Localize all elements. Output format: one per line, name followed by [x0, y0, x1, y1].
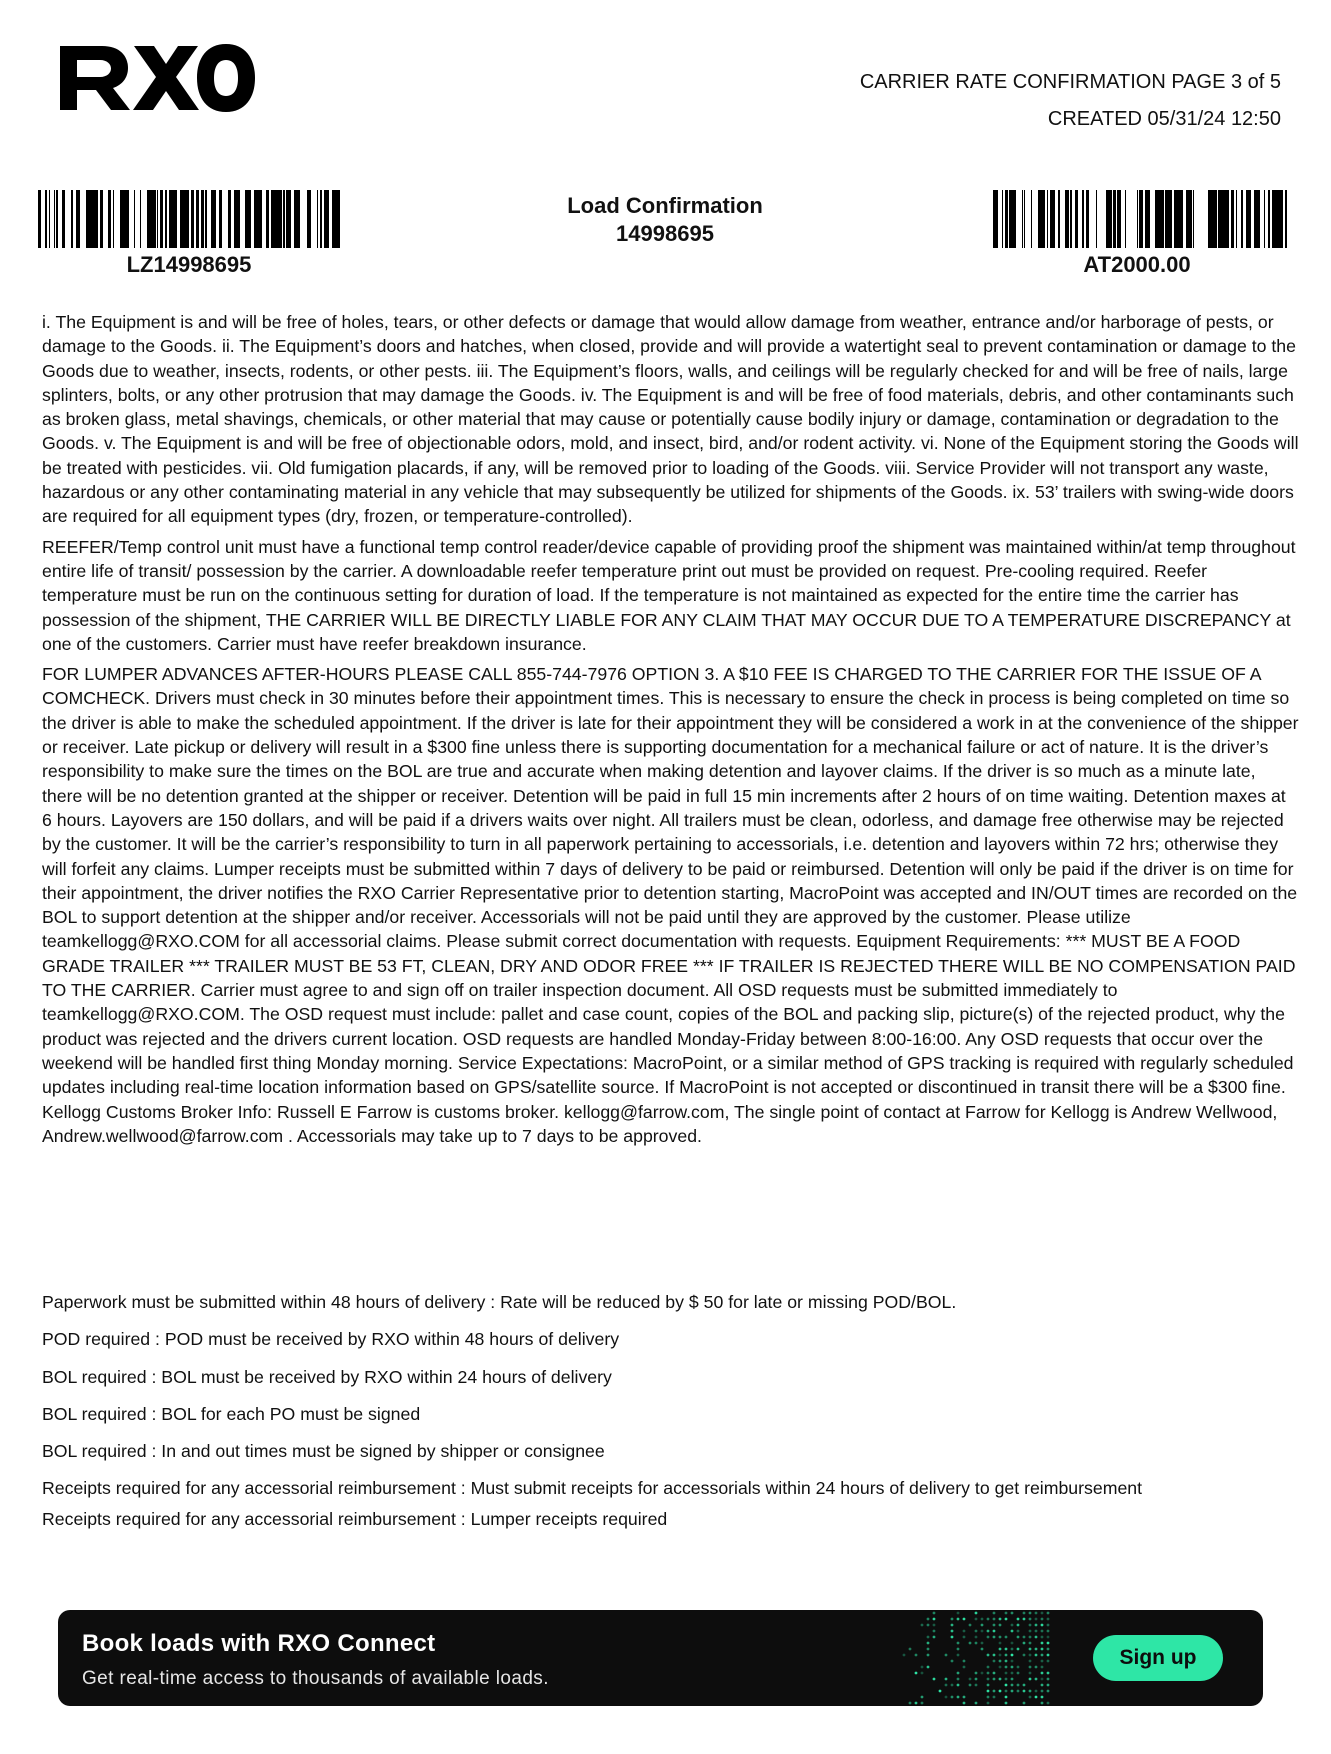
- terms-body: [42, 310, 1300, 1154]
- right-barcode: [986, 190, 1288, 248]
- requirement-item: BOL required : In and out times must be signed by shipper or consignee: [42, 1441, 605, 1462]
- requirement-item: BOL required : BOL must be received by RXO within 24 hours of delivery: [42, 1366, 612, 1387]
- equipment-terms-paragraph: i. The Equipment is and will be free of holes, tears, or other defects or damage that would allow damage from weather, entrance and/or harborage of pests, or damage to the Goods. ii. The Equipment’s doors and hatches, when closed, provide and will provide a watertight seal to prevent contamination or damage to the Goods due to weather, insects, rodents, or other pests. iii. The Equipment’s floors, walls, and ceilings will be regularly checked for and will be free of nails, large splinters, bolts, or any other protrusion that may damage the Goods. iv. The Equipment is and will be free of food materials, debris, and other contaminants such as broken glass, metal shavings, chemicals, or other material that may cause or potentially cause bodily injury or damage, contamination or degradation to the Goods. v. The Equipment is and will be free of objectionable odors, mold, and insect, bird, and/or rodent activity. vi. None of the Equipment storing the Goods will be treated with pesticides. vii. Old fumigation placards, if any, will be removed prior to loading of the Goods. viii. Service Provider will not transport any waste, hazardous or any other contaminating material in any vehicle that may subsequently be utilized for shipments of the Goods. ix. 53’ trailers with swing-wide doors are required for all equipment types (dry, frozen, or temperature-controlled).: [42, 312, 1299, 527]
- sign-up-button[interactable]: Sign up: [1093, 1635, 1223, 1681]
- requirement-item: BOL required : BOL for each PO must be signed: [42, 1403, 421, 1424]
- title-text: Load Confirmation: [567, 193, 763, 218]
- left-barcode: [38, 190, 340, 248]
- requirement-item: POD required : POD must be received by RXO within 48 hours of delivery: [42, 1329, 620, 1350]
- load-confirmation-title: [500, 192, 830, 248]
- requirement-item: Paperwork must be submitted within 48 hours of delivery : Rate will be reduced by $ 50 for late or missing POD/BOL.: [42, 1292, 957, 1312]
- rxo-connect-banner[interactable]: [58, 1610, 1263, 1706]
- page-label: CARRIER RATE CONFIRMATION PAGE 3 of 5: [859, 71, 1281, 93]
- banner-title: Book loads with RXO Connect: [82, 1630, 436, 1657]
- left-barcode-label: LZ14998695: [126, 252, 252, 277]
- load-number: 14998695: [616, 221, 714, 246]
- rxo-logo: [56, 40, 256, 116]
- header-meta: [860, 64, 1281, 138]
- right-barcode-label: AT2000.00: [1083, 252, 1191, 277]
- requirement-item: Receipts required for any accessorial reimbursement : Must submit receipts for accessorials within 24 hours of delivery to get reimbursement: [42, 1478, 1143, 1499]
- requirements-list: [42, 1290, 1300, 1544]
- banner-subtitle: Get real-time access to thousands of available loads.: [82, 1668, 549, 1689]
- requirement-item: Receipts required for any accessorial reimbursement : Lumper receipts required: [42, 1508, 668, 1529]
- dot-pattern-decoration: [883, 1610, 1053, 1706]
- reefer-terms-paragraph: REEFER/Temp control unit must have a functional temp control reader/device capable of providing proof the shipment was maintained within/at temp throughout entire life of transit/ possession by the carrier. A downloadable reefer temperature print out must be provided on request. Pre-cooling required. Reefer temperature must be run on the continuous setting for duration of load. If the temperature is not maintained as expected for the entire time the carrier has possession of the shipment, THE CARRIER WILL BE DIRECTLY LIABLE FOR ANY CLAIM THAT MAY OCCUR DUE TO A TEMPERATURE DISCREPANCY at one of the customers. Carrier must have reefer breakdown insurance.: [42, 536, 1296, 654]
- lumper-detention-paragraph: FOR LUMPER ADVANCES AFTER-HOURS PLEASE CALL 855-744-7976 OPTION 3. A $10 FEE IS CHARGED TO THE CARRIER FOR THE ISSUE OF A COMCHECK. Drivers must check in 30 minutes before their appointment times. This is necessary to ensure the check in process is being completed on time so the driver is able to make the scheduled appointment. If the driver is late for their appointment they will be considered a work in at the convenience of the shipper or receiver. Late pickup or delivery will result in a $300 fine unless there is supporting documentation for a mechanical failure or act of nature. It is the driver’s responsibility to make sure the times on the BOL are true and accurate when making detention and layover claims. If the driver is so much as a minute late, there will be no detention granted at the shipper or receiver. Detention will be paid in full 15 min increments after 2 hours of on time waiting. Detention maxes at 6 hours. Layovers are 150 dollars, and will be paid if a drivers waits over night. All trailers must be clean, odorless, and damage free otherwise may be rejected by the customer. It will be the carrier’s responsibility to turn in all paperwork pertaining to accessorials, i.e. detention and layovers within 72 hrs; otherwise they will forfeit any claims. Lumper receipts must be submitted within 7 days of delivery to be paid or reimbursed. Detention will only be paid if the driver is on time for their appointment, the driver notifies the RXO Carrier Representative prior to detention starting, MacroPoint was accepted and IN/OUT times are recorded on the BOL to support detention at the shipper and/or receiver. Accessorials will not be paid until they are approved by the customer. Please utilize teamkellogg@RXO.COM for all accessorial claims. Please submit correct documentation with requests. Equipment Requirements: *** MUST BE A FOOD GRADE TRAILER *** TRAILER MUST BE 53 FT, CLEAN, DRY AND ODOR FREE *** IF TRAILER IS REJECTED THERE WILL BE NO COMPENSATION PAID TO THE CARRIER. Carrier must agree to and sign off on trailer inspection document. All OSD requests must be submitted immediately to teamkellogg@RXO.COM. The OSD request must include: pallet and case count, copies of the BOL and packing slip, picture(s) of the rejected product, why the product was rejected and the drivers current location. OSD requests are handled Monday-Friday between 8:00-16:00. Any OSD requests that occur over the weekend will be handled first thing Monday morning. Service Expectations: MacroPoint, or a similar method of GPS tracking is required with regularly scheduled updates including real-time location information based on GPS/satellite source. If MacroPoint is not accepted or discontinued in transit there will be a $300 fine. Kellogg Customs Broker Info: Russell E Farrow is customs broker. kellogg@farrow.com, The single point of contact at Farrow for Kellogg is Andrew Wellwood, Andrew.wellwood@farrow.com . Accessorials may take up to 7 days to be approved.: [42, 664, 1299, 1146]
- created-timestamp: CREATED 05/31/24 12:50: [1047, 108, 1281, 130]
